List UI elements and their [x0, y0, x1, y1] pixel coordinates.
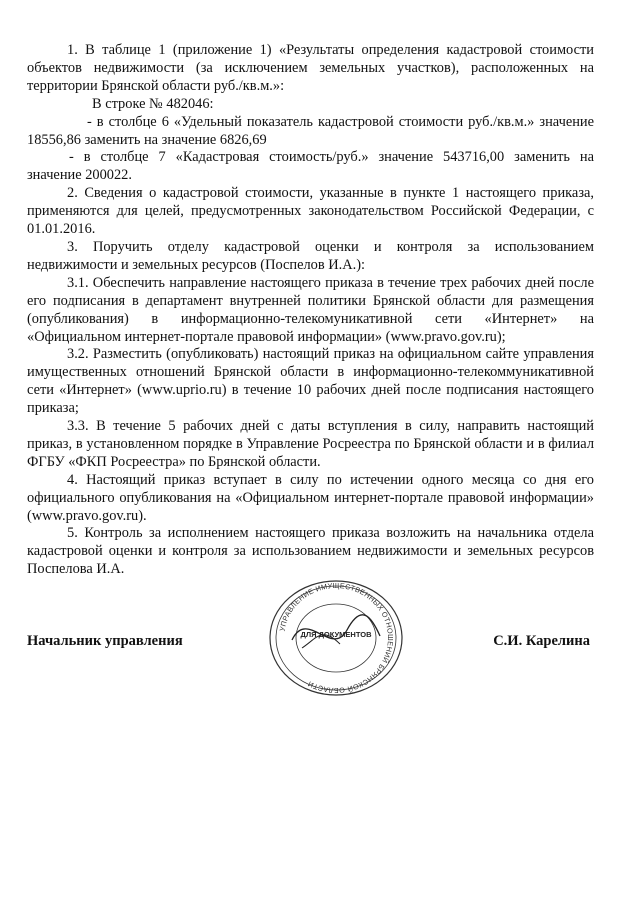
document-body — [27, 42, 594, 579]
paragraph-column-7: - в столбце 7 «Кадастровая стоимость/руб.» значение 543716,00 заменить на значение 200022. — [27, 149, 594, 184]
signatory-title: Начальник управления — [27, 633, 183, 649]
paragraph-4: 4. Настоящий приказ вступает в силу по истечении одного месяца со дня его официального опубликования на «Официальном интернет-портале правовой информации» (www.pravo.gov.ru). — [27, 471, 594, 524]
paragraph-3: 3. Поручить отделу кадастровой оценки и контроля за использованием недвижимости и земельных ресурсов (Поспелов И.А.): — [27, 238, 594, 273]
paragraph-3-2: 3.2. Разместить (опубликовать) настоящий приказ на официальном сайте управления имущественных отношений Брянской области в информационно-телекоммуникативной сети «Интернет» (www.uprio.ru) в течение 10 рабочих дней после подписания настоящего приказа; — [27, 346, 594, 417]
paragraph-row-ref: В строке № 482046: — [92, 95, 214, 112]
signatory-name: С.И. Карелина — [493, 633, 590, 649]
svg-text:УПРАВЛЕНИЕ ИМУЩЕСТВЕННЫХ ОТНОШ: УПРАВЛЕНИЕ ИМУЩЕСТВЕННЫХ ОТНОШЕНИЙ БРЯНСКОЙ ОБЛАСТИ — [277, 580, 396, 696]
paragraph-1: 1. В таблице 1 (приложение 1) «Результаты определения кадастровой стоимости объектов недвижимости (за исключением земельных участков), расположенных на территории Брянской области руб./кв.м.»: — [27, 42, 594, 94]
paragraph-3-3: 3.3. В течение 5 рабочих дней с даты вступления в силу, направить настоящий приказ, в установленном порядке в Управление Росреестра по Брянской области и в филиал ФГБУ «ФКП Росреестра» по Брянской области. — [27, 418, 594, 470]
paragraph-2: 2. Сведения о кадастровой стоимости, указанные в пункте 1 настоящего приказа, применяются для целей, предусмотренных законодательством Российской Федерации, с 01.01.2016. — [27, 185, 594, 238]
official-stamp — [262, 578, 410, 698]
paragraph-column-6: - в столбце 6 «Удельный показатель кадастровой стоимости руб./кв.м.» значение 18556,86 заменить на значение 6826,69 — [27, 113, 594, 148]
svg-text:ДЛЯ ДОКУМЕНТОВ: ДЛЯ ДОКУМЕНТОВ — [300, 630, 372, 639]
paragraph-5: 5. Контроль за исполнением настоящего приказа возложить на начальника отдела кадастровой оценки и контроля за использованием недвижимости и земельных ресурсов Поспелова И.А. — [27, 525, 594, 578]
paragraph-3-1: 3.1. Обеспечить направление настоящего приказа в течение трех рабочих дней после его подписания в департамент внутренней политики Брянской области для размещения (опубликования) в информационно-телекомуникативной сети «Интернет» на «Официальном интернет-портале правовой информации» (www.pravo.gov.ru); — [27, 274, 594, 345]
